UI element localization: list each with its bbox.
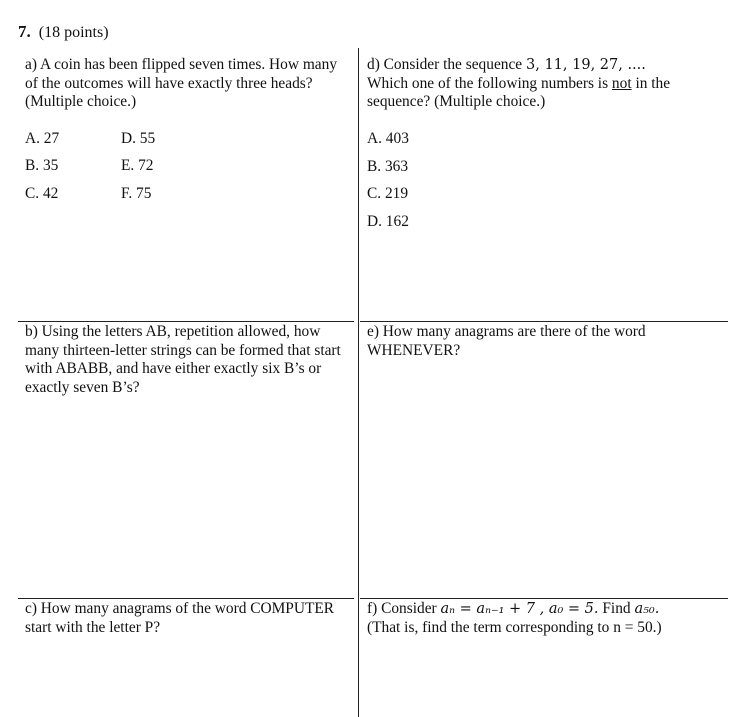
horizontal-divider-right-2 (360, 598, 728, 599)
question-f-line2: (That is, find the term corresponding to n = 50.) (367, 618, 662, 636)
question-c: c) How many anagrams of the word COMPUTER start with the letter P? (25, 600, 335, 636)
question-f-find: Find (602, 600, 635, 617)
choice-a-1: A. 27 (25, 130, 60, 147)
question-b: b) Using the letters AB, repetition allowed, how many thirteen-letter strings can be formed that start with ABABB, and have either exactly six B’s or exactly seven B’s? (25, 323, 341, 396)
choice-a-2: B. 35 (25, 157, 59, 174)
choice-a-4: D. 55 (121, 130, 156, 147)
question-f-intro: f) Consider (367, 600, 441, 617)
choice-a-5: E. 72 (121, 157, 154, 174)
question-d-line2-pre: Which one of the following numbers is (367, 74, 612, 92)
question-a: a) A coin has been flipped seven times. How many of the outcomes will have exactly three heads? (Multiple choice.) (25, 56, 338, 111)
target-term: a₅₀. (634, 601, 660, 617)
sequence-text: 3, 11, 19, 27, .... (526, 57, 646, 73)
recurrence-formula: aₙ = aₙ₋₁ + 7 , a₀ = 5. (440, 601, 599, 617)
question-d-intro: d) Consider the sequence (367, 56, 526, 73)
vertical-divider (358, 48, 359, 717)
question-d-line2-post: in the sequence? (Multiple choice.) (367, 74, 671, 111)
choice-a-3: C. 42 (25, 185, 59, 202)
choice-a-6: F. 75 (121, 185, 152, 202)
horizontal-divider-right-1 (360, 321, 728, 322)
choice-d-1: A. 403 (367, 130, 409, 147)
choice-d-3: C. 219 (367, 185, 409, 202)
question-f (367, 600, 727, 637)
choice-d-2: B. 363 (367, 158, 409, 175)
horizontal-divider-left-2 (18, 598, 354, 599)
problem-header (18, 22, 109, 42)
choice-d-4: D. 162 (367, 213, 409, 230)
not-emphasis: not (611, 74, 632, 92)
problem-points: (18 points) (38, 24, 109, 41)
problem-number: 7. (18, 22, 31, 41)
question-d (367, 56, 707, 112)
horizontal-divider-left-1 (18, 321, 354, 322)
question-e: e) How many anagrams are there of the word WHENEVER? (367, 323, 646, 359)
